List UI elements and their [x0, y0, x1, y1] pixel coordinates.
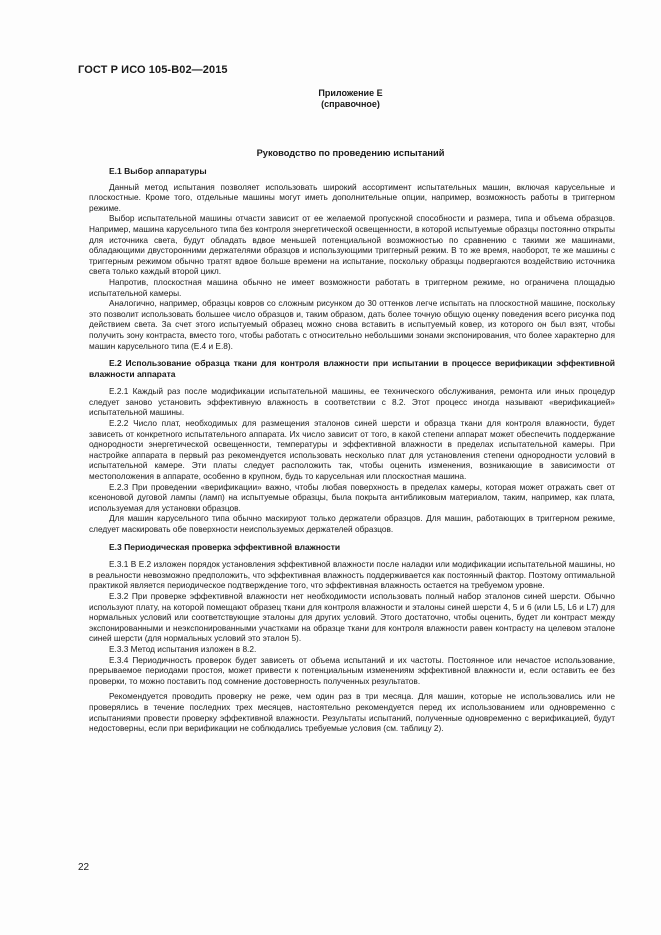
paragraph: Выбор испытательной машины отчасти зависит от ее желаемой пропускной способности и размера, типа и объема образцов. Например, машина карусельного типа без контроля энергетической освещенности, в которой испытуемые образцы постоянно открыты для источника света, будут обладать вдвое меньшей потенциальной возможностью по сравнению с такими же машинами, обладающими двусторонними держателями образцов и использующими триггерный режим. В то же время, наоборот, те же машины с триггерным режимом обычно тратят вдвое больше времени на испытание, поскольку образцы подвергаются воздействию источника света только каждый второй цикл.: [89, 213, 615, 277]
section-title: Руководство по проведению испытаний: [256, 148, 445, 158]
paragraph: Е.3.2 При проверке эффективной влажности нет необходимости использовать полный набор эталонов синей шерсти. Обычно используют плату, на которой помещают образец ткани для контроля влажности и эталоны синей шерсти 4, 5 и 6 (или L5, L6 и L7) для нормальных условий или соответствующие эталоны для других условий. Этого достаточно, чтобы оценить, будет ли контраст между экспонированными и неэкспонированными участками на образце ткани для контроля влажности равен контрасту на целевом эталоне синей шерсти (для нормальных условий это эталон 5).: [89, 590, 615, 644]
appendix-title: Приложение Е: [318, 88, 383, 98]
appendix-subtitle: (справочное): [321, 99, 380, 109]
paragraph: Аналогично, например, образцы ковров со сложным рисунком до 30 оттенков легче испытать на плоскостной машине, поскольку это позволит использовать большее число образцов и, таким образом, дать более точную общую оценку поведения всего рисунка под действием света. За счет этого испытуемый образец можно снова вставить в испытуемый ковер, из которого он был взят, чтобы получить зону контраста, вместо того, чтобы работать с относительно небольшими зонами экспонирования, что более характерно для машин карусельного типа (Е.4 и Е.8).: [89, 298, 615, 351]
paragraph: Е.2.1 Каждый раз после модификации испытательной машины, ее технического обслуживания, ремонта или иных процедур следует заново установить эффективную влажность в соответствии с 8.2. Этот процесс иногда называют «верификацией» испытательной машины.: [89, 386, 615, 418]
paragraph: Е.3.4 Периодичность проверок будет зависеть от объема испытаний и их частоты. Постоянное или нечастое использование, прерываемое периодами простоя, может привести к потенциальным изменениям эффективной влажности и, если оставить ее без проверки, то можно поставить под сомнение достоверность полученных результатов.: [89, 654, 615, 686]
page-number: 22: [78, 862, 90, 873]
paragraph: Для машин карусельного типа обычно маскируют только держатели образцов. Для машин, работающих в триггерном режиме, следует маскировать обе поверхности неиспользуемых держателей образцов.: [89, 513, 615, 534]
paragraph: Данный метод испытания позволяет использовать широкий ассортимент испытательных машин, включая карусельные и плоскостные. Кроме того, отдельные машины могут иметь дополнительные опции, например, возможность работы в триггерном режиме.: [89, 181, 615, 213]
document-body: [89, 166, 615, 734]
paragraph: Е.3.1 В Е.2 изложен порядок установления эффективной влажности после наладки или модификации испытательной машины, но в реальности невозможно предположить, что эффективная влажность поддерживается как постоянный фактор. Поэтому оптимальной практикой является периодическое подтверждение того, что эффективная влажность остается на требуемом уровне.: [89, 559, 615, 591]
paragraph: Напротив, плоскостная машина обычно не имеет возможности работать в триггерном режиме, но ограничена площадью испытательной камеры.: [89, 276, 615, 298]
document-code: ГОСТ Р ИСО 105-В02—2015: [78, 64, 228, 76]
paragraph: Рекомендуется проводить проверку не реже, чем один раз в три месяца. Для машин, которые не использовались или не проверялись в течение последних трех месяцев, настоятельно рекомендуется перед их использованием или одновременно с испытаниями провести проверку эффективной влажности. Результаты испытаний, полученные одновременно с верификацией, будут недостоверны, если при верификации не соблюдались требуемые условия (см. таблицу 2).: [89, 691, 615, 734]
appendix-heading: [0, 88, 661, 110]
paragraph: Е.2.2 Число плат, необходимых для размещения эталонов синей шерсти и образца ткани для контроля влажности, будет зависеть от конкретного испытательного аппарата. Их число зависит от того, в какой степени аппарат может обеспечить поддержание однородности энергетической освещенности, температуры и эффективной влажности в пределах испытательной камеры. При настройке аппарата в первый раз рекомендуется использовать несколько плат для установления степени однородности условий в испытательной камере. Эти платы следует расположить так, чтобы оценить изменения, возникающие в зависимости от местоположения в аппарате, особенно в крупном, будь то карусельная или плоскостная машина.: [89, 418, 615, 482]
subsection-heading: Е.2 Использование образца ткани для контроля влажности при испытании в процессе верификации эффективной влажности аппарата: [89, 358, 615, 379]
subsection-heading: Е.1 Выбор аппаратуры: [109, 166, 207, 176]
paragraph: Е.2.3 При проведении «верификации» важно, чтобы любая поверхность в пределах камеры, которая может отражать свет от ксеноновой дуговой лампы (ламп) на испытуемые образцы, была покрыта антибликовым материалом, таким, например, как плата, используемая для установки образцов.: [89, 481, 615, 513]
paragraph: Е.3.3 Метод испытания изложен в 8.2.: [109, 643, 257, 654]
subsection-heading: Е.3 Периодическая проверка эффективной влажности: [109, 541, 341, 552]
